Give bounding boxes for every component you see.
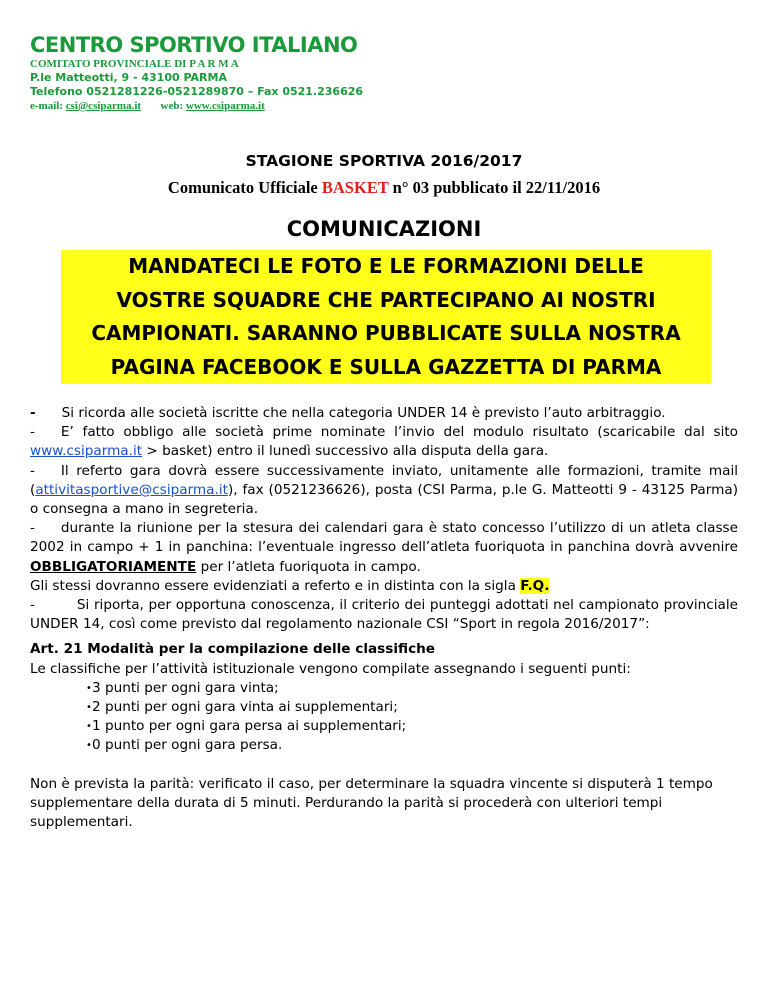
season-title: STAGIONE SPORTIVA 2016/2017 [245,152,523,170]
communications-body [30,404,738,832]
item-text: Il referto gara dovrà essere successivamente inviato, unitamente alle formazioni, tramite mail ( [30,462,738,498]
contact-line [30,99,363,113]
article-intro: Le classifiche per l’attività istituzionale vengono compilate assegnando i seguenti punti: [30,660,631,677]
article-title: Art. 21 Modalità per la compilazione delle classifiche [30,641,436,658]
web-label: web: [160,100,184,112]
comunicato-line [0,178,768,198]
item-text: Gli stessi dovranno essere evidenziati a referto e in distinta con la sigla [30,577,521,594]
comunicato-prefix: Comunicato Ufficiale [167,178,318,197]
sport-name: BASKET [321,178,389,197]
announcement-banner [61,250,711,384]
fq-tag: F.Q. [520,577,550,594]
banner-line: PAGINA FACEBOOK E SULLA GAZZETTA DI PARMA [110,354,662,379]
banner-line: MANDATECI LE FOTO E LE FORMAZIONI DELLE [128,254,644,278]
item-fuoriquota: - durante la riunione per la stesura dei calendari gara è stato concesso l’utilizzo di un atleta classe 2002 in campo + 1 in panchina: l’eventuale ingresso dell’atleta fuoriquota in panchina dovrà avvenire OBBLIGATORIAMENTE per l’atleta fuoriquota in campo. [30,520,738,575]
web-link[interactable]: www.csiparma.it [185,100,265,112]
address-line: P.le Matteotti, 9 - 43100 PARMA [30,71,227,84]
item-auto-arbitraggio: - Si ricorda alle società iscritte che nella categoria UNDER 14 è previsto l’auto arbitraggio. [30,405,666,421]
item-modulo-risultato: - E’ fatto obbligo alle società prime nominate l’invio del modulo risultato (scaricabile dal sito www.csiparma.it > basket) entro il lunedì successivo alla disputa della gara. [30,424,738,460]
site-link[interactable]: www.csiparma.it [30,443,143,460]
item-text: > basket) entro il lunedì successivo alla disputa della gara. [142,443,549,460]
list-item: • 0 punti per ogni gara persa. [30,736,738,755]
obbligatoriamente-text: OBBLIGATORIAMENTE [30,558,197,575]
item-text: Si riporta, per opportuna conoscenza, il criterio dei punteggi adottati nel campionato provinciale UNDER 14, così come previsto dal regolamento nazionale CSI “Sport in regola 2016/2017”: [30,597,738,633]
org-name: CENTRO SPORTIVO ITALIANO [30,33,358,57]
comunicato-suffix: n° 03 pubblicato il 22/11/2016 [392,178,601,197]
banner-line: CAMPIONATI. SARANNO PUBBLICATE SULLA NOSTRA [91,321,681,345]
item-fq-note [30,577,738,596]
section-title: COMUNICAZIONI [286,217,482,241]
item-referto-gara: - Il referto gara dovrà essere successivamente inviato, unitamente alle formazioni, tramite mail (attivitasportive@csiparma.it), fax (0521236626), posta (CSI Parma, p.le G. Matteotti 9 - 43125 Parma) o consegna a mano in segreteria. [30,462,738,518]
list-item: • 1 punto per ogni gara persa ai supplementari; [30,717,738,736]
list-item: • 3 punti per ogni gara vinta; [30,679,738,698]
item-text: per l’atleta fuoriquota in campo. [196,558,421,575]
email-attivita-link[interactable]: attivitasportive@csiparma.it [35,481,228,498]
email-link[interactable]: csi@csiparma.it [65,100,142,112]
email-label: e-mail: [30,100,63,112]
phone-line: Telefono 0521281226-0521289870 – Fax 0521.236626 [30,85,364,98]
item-text: E’ fatto obbligo alle società prime nominate l’invio del modulo risultato (scaricabile dal sito [60,424,738,441]
committee-line: COMITATO PROVINCIALE DI P A R M A [30,58,239,70]
item-text: Si ricorda alle società iscritte che nella categoria UNDER 14 è previsto l’auto arbitraggio. [61,405,666,421]
list-item: • 2 punti per ogni gara vinta ai supplementari; [30,698,738,717]
item-text: durante la riunione per la stesura dei calendari gara è stato concesso l’utilizzo di un atleta classe 2002 in campo + 1 in panchina: l’eventuale ingresso dell’atleta fuoriquota in panchina dovrà avvenire [30,520,738,556]
item-punteggi: - Si riporta, per opportuna conoscenza, il criterio dei punteggi adottati nel campionato provinciale UNDER 14, così come previsto dal regolamento nazionale CSI “Sport in regola 2016/2017”: [30,597,738,633]
letterhead [30,33,363,113]
points-list [30,679,738,756]
item-text: ), fax (0521236626), posta (CSI Parma, p.le G. Matteotti 9 - 43125 Parma) o consegna a mano in segreteria. [30,481,738,518]
banner-line: VOSTRE SQUADRE CHE PARTECIPANO AI NOSTRI [116,287,656,312]
article-closing: Non è prevista la parità: verificato il caso, per determinare la squadra vincente si disputerà 1 tempo supplementare della durata di 5 minuti. Perdurando la parità si procederà con ulteriori tempi supplementari. [30,775,713,831]
